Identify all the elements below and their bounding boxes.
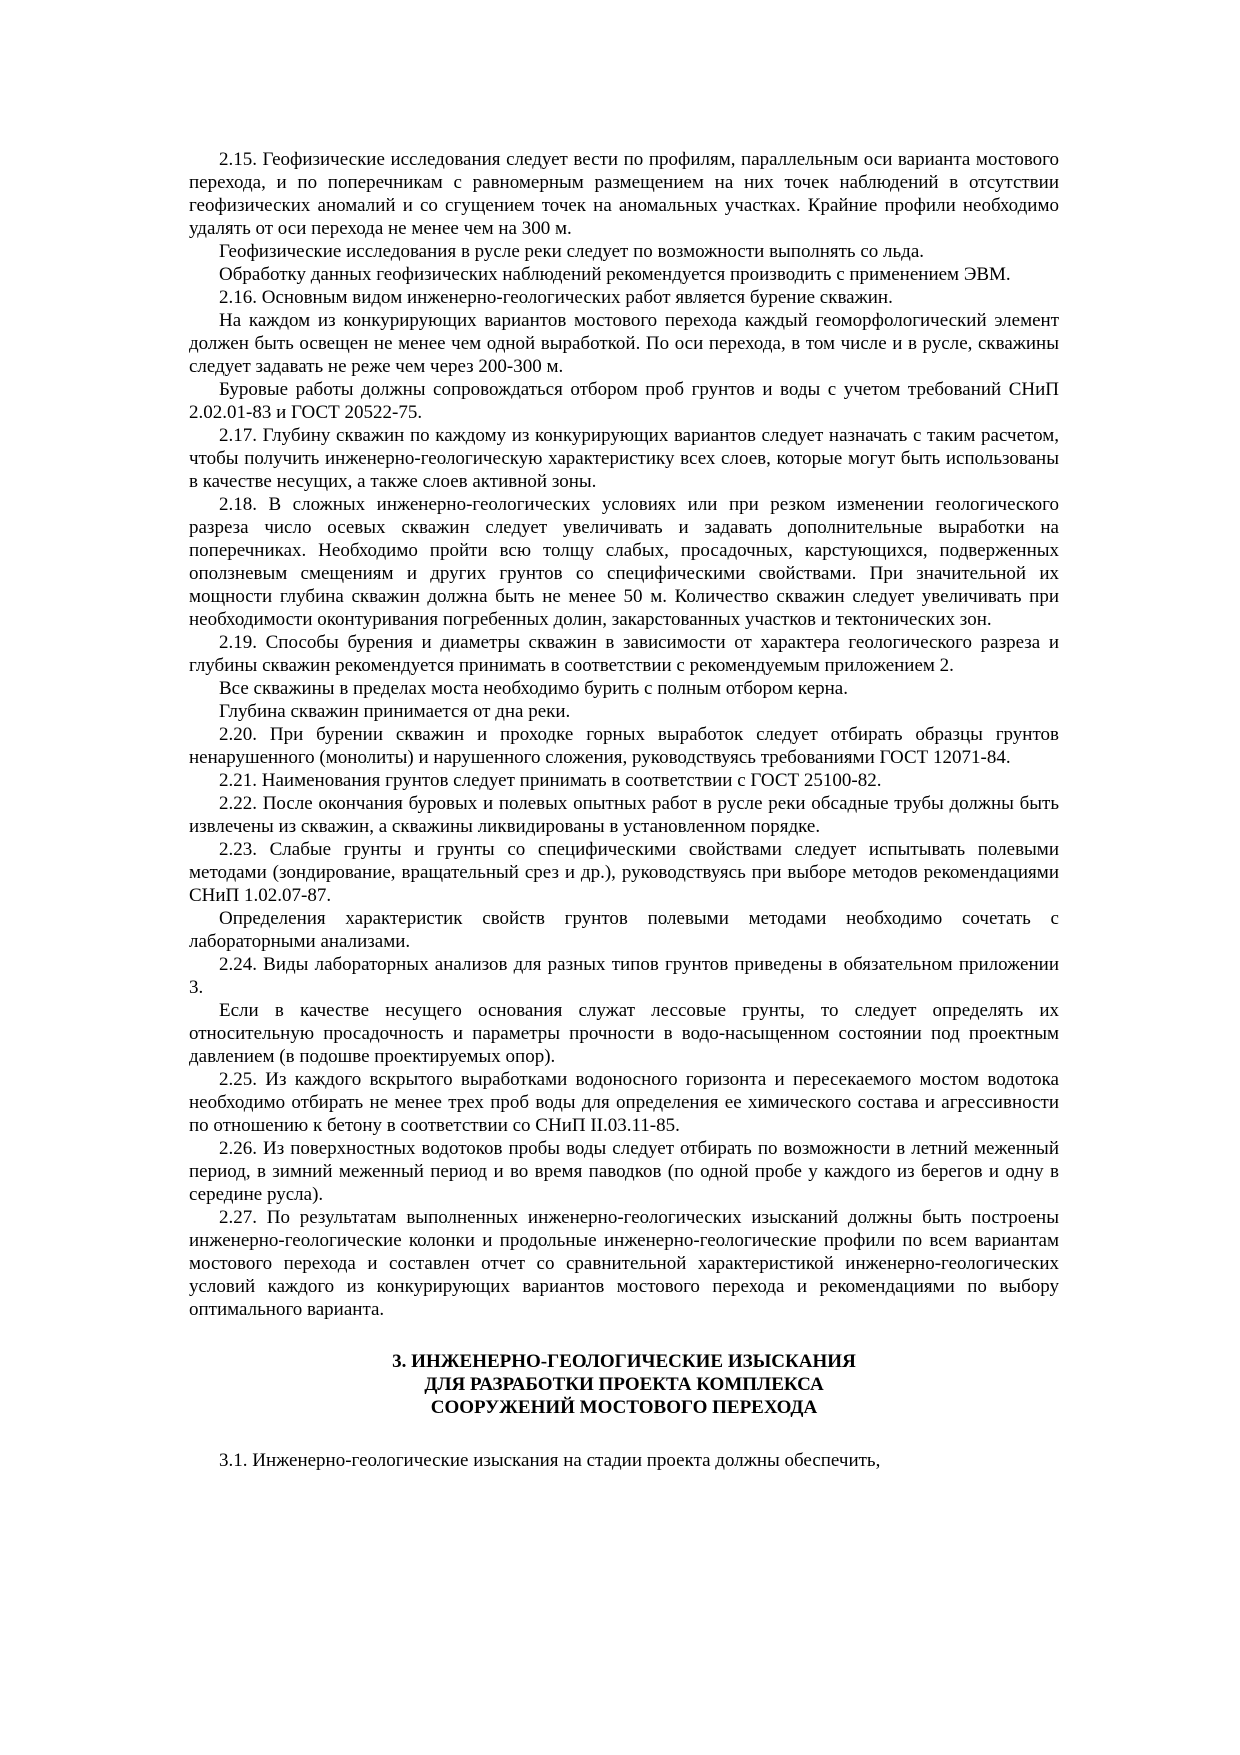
paragraph-2-20: 2.20. При бурении скважин и проходке горных выработок следует отбирать образцы грунтов ненарушенного (монолиты) и нарушенного сложения, руководствуясь требованиями ГОСТ 12071-84.	[189, 724, 1059, 768]
paragraph-variants-coverage: На каждом из конкурирующих вариантов мостового перехода каждый геоморфологический элемент должен быть освещен не менее чем одной выработкой. По оси перехода, в том числе и в русле, скважины следует задавать не реже чем через 200-300 м.	[189, 310, 1059, 377]
paragraph-2-21: 2.21. Наименования грунтов следует принимать в соответствии с ГОСТ 25100-82.	[219, 770, 882, 791]
paragraph-2-18: 2.18. В сложных инженерно-геологических условиях или при резком изменении геологического разреза число осевых скважин следует увеличивать и задавать дополнительные выработки на поперечниках. Необходимо пройти всю толщу слабых, просадочных, карстующихся, подверженных оползневым смещениям и других грунтов со специфическими свойствами. При значительной их мощности глубина скважин должна быть не менее 50 м. Количество скважин следует увеличивать при необходимости оконтуривания погребенных долин, закарстованных участков и тектонических зон.	[189, 494, 1059, 630]
paragraph-2-15: 2.15. Геофизические исследования следует вести по профилям, параллельным оси варианта мостового перехода, и по поперечникам с равномерным размещением на них точек наблюдений в отсутствии геофизических аномалий и со сгущением точек на аномальных участках. Крайние профили необходимо удалять от оси перехода не менее чем на 300 м.	[189, 149, 1059, 239]
paragraph-drilling-sampling: Буровые работы должны сопровождаться отбором проб грунтов и воды с учетом требований СНиП 2.02.01-83 и ГОСТ 20522-75.	[189, 379, 1059, 423]
paragraph-3-1: 3.1. Инженерно-геологические изыскания на стадии проекта должны обеспечить,	[219, 1450, 881, 1471]
paragraph-geophysics-river: Геофизические исследования в русле реки следует по возможности выполнять со льда.	[219, 241, 925, 262]
section-heading-line-3: СООРУЖЕНИЙ МОСТОВОГО ПЕРЕХОДА	[430, 1397, 818, 1418]
paragraph-2-16: 2.16. Основным видом инженерно-геологических работ является бурение скважин.	[219, 287, 893, 308]
section-heading-line-2: ДЛЯ РАЗРАБОТКИ ПРОЕКТА КОМПЛЕКСА	[424, 1374, 824, 1395]
paragraph-geophysics-processing: Обработку данных геофизических наблюдений рекомендуется производить с применением ЭВМ.	[219, 264, 1011, 285]
paragraph-2-24: 2.24. Виды лабораторных анализов для разных типов грунтов приведены в обязательном приложении 3.	[189, 954, 1059, 998]
paragraph-2-26: 2.26. Из поверхностных водотоков пробы воды следует отбирать по возможности в летний меженный период, в зимний меженный период и во время паводков (по одной пробе у каждого из берегов и одну в середине русла).	[189, 1138, 1059, 1205]
paragraph-2-17: 2.17. Глубину скважин по каждому из конкурирующих вариантов следует назначать с таким расчетом, чтобы получить инженерно-геологическую характеристику всех слоев, которые могут быть использованы в качестве несущих, а также слоев активной зоны.	[189, 425, 1059, 492]
paragraph-borehole-depth: Глубина скважин принимается от дна реки.	[219, 701, 571, 722]
paragraph-2-23: 2.23. Слабые грунты и грунты со специфическими свойствами следует испытывать полевыми методами (зондирование, вращательный срез и др.), руководствуясь при выборе методов рекомендациями СНиП 1.02.07-87.	[189, 839, 1059, 906]
paragraph-2-27: 2.27. По результатам выполненных инженерно-геологических изысканий должны быть построены инженерно-геологические колонки и продольные инженерно-геологические профили по всем вариантам мостового перехода и составлен отчет со сравнительной характеристикой инженерно-геологических условий каждого из конкурирующих вариантов мостового перехода и рекомендациями по выбору оптимального варианта.	[189, 1207, 1059, 1320]
paragraph-2-22: 2.22. После окончания буровых и полевых опытных работ в русле реки обсадные трубы должны быть извлечены из скважин, а скважины ликвидированы в установленном порядке.	[189, 793, 1059, 837]
section-heading-line-1: 3. ИНЖЕНЕРНО-ГЕОЛОГИЧЕСКИЕ ИЗЫСКАНИЯ	[392, 1351, 856, 1372]
paragraph-loess-soils: Если в качестве несущего основания служат лессовые грунты, то следует определять их относительную просадочность и параметры прочности в водо-насыщенном состоянии под проектным давлением (в подошве проектируемых опор).	[189, 1000, 1059, 1067]
document-page	[189, 148, 1059, 1472]
section-heading	[189, 1350, 1059, 1419]
paragraph-2-19: 2.19. Способы бурения и диаметры скважин в зависимости от характера геологического разреза и глубины скважин рекомендуется принимать в соответствии с рекомендуемым приложением 2.	[189, 632, 1059, 676]
paragraph-field-lab-combine: Определения характеристик свойств грунтов полевыми методами необходимо сочетать с лабораторными анализами.	[189, 908, 1059, 952]
paragraph-2-25: 2.25. Из каждого вскрытого выработками водоносного горизонта и пересекаемого мостом водотока необходимо отбирать не менее трех проб воды для определения ее химического состава и агрессивности по отношению к бетону в соответствии со СНиП II.03.11-85.	[189, 1069, 1059, 1136]
paragraph-core-sampling: Все скважины в пределах моста необходимо бурить с полным отбором керна.	[219, 678, 848, 699]
